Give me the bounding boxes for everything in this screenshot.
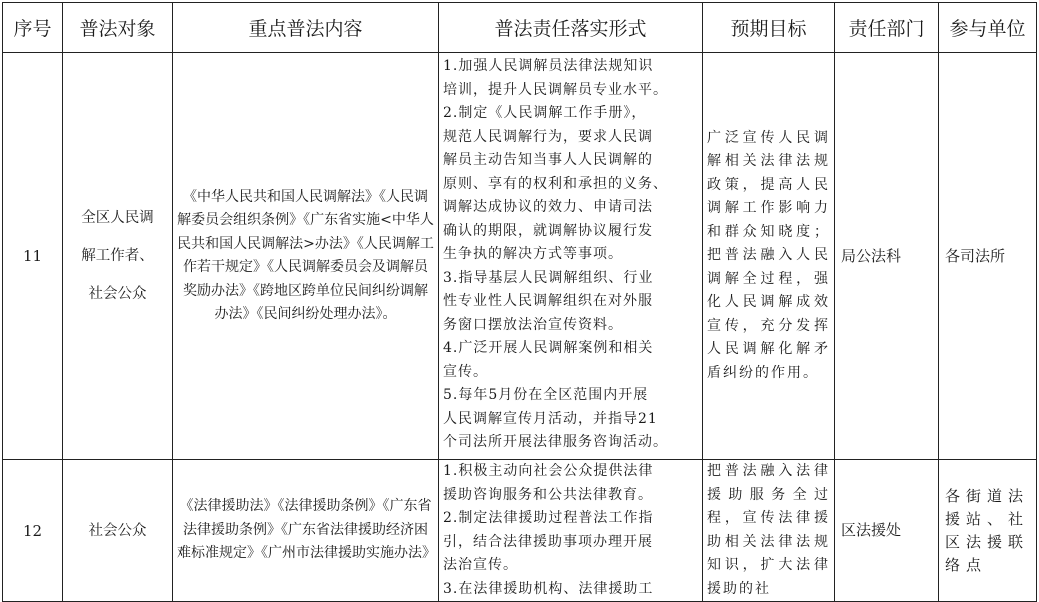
form-line: 4.广泛开展人民调解案例和相关 [443, 340, 654, 356]
responsible-dept: 局公法科 [835, 53, 939, 460]
target-line: 社会公众 [88, 522, 147, 539]
responsible-dept: 区法援处 [835, 460, 939, 602]
form-line: 3.指导基层人民调解组织、行业 [443, 269, 654, 286]
header-content: 重点普法内容 [173, 3, 439, 53]
table-row [3, 460, 1037, 602]
form-line: 引，结合法律援助事项办理开展 [443, 533, 653, 550]
form-line: 务窗口摆放法治宣传资料。 [443, 316, 623, 333]
participating-unit: 各司法所 [939, 53, 1037, 460]
form-line: 调解达成协议的效力、申请司法 [443, 199, 653, 215]
target-audience [63, 53, 173, 460]
form-line: 2.制定法律援助过程普法工作指 [443, 510, 654, 526]
form-line: 宣传。 [443, 363, 488, 380]
expected-goal: 把普法融入法律援助服务全过程，宣传法律援助相关法律法规知识，扩大法律援助的社 [703, 460, 835, 602]
header-dept: 责任部门 [835, 3, 939, 53]
form-line: 解员主动告知当事人人民调解的 [443, 152, 653, 168]
form-line: 个司法所开展法律服务咨询活动。 [443, 434, 668, 450]
form-line: 3.在法律援助机构、法律援助工 [443, 580, 654, 597]
form-line: 人民调解宣传月活动，并指导21 [443, 410, 658, 427]
form-line: 培训，提升人民调解员专业水平。 [443, 81, 668, 98]
header-unit: 参与单位 [939, 3, 1037, 53]
form-line: 确认的期限，就调解协议履行发 [443, 222, 653, 239]
target-line: 全区人民调 [81, 210, 154, 226]
form-line: 性专业性人民调解组织在对外服 [443, 293, 653, 309]
target-line: 社会公众 [88, 286, 147, 302]
responsibility-form [439, 460, 703, 602]
form-line: 法治宣传。 [443, 557, 518, 573]
row-number: 11 [3, 53, 63, 460]
table-row [3, 53, 1037, 460]
header-no: 序号 [3, 3, 63, 53]
header-target: 普法对象 [63, 3, 173, 53]
form-line: 1.积极主动向社会公众提供法律 [443, 463, 654, 479]
header-row [3, 3, 1037, 53]
form-line: 原则、享有的权利和承担的义务、 [443, 175, 668, 192]
key-content: 《法律援助法》《法律援助条例》《广东省法律援助条例》《广东省法律援助经济困难标准规定》《广州市法律援助实施办法》 [173, 460, 439, 602]
header-goal: 预期目标 [703, 3, 835, 53]
expected-goal: 广泛宣传人民调解相关法律法规政策，提高人民调解工作影响力和群众知晓度；把普法融入人民调解全过程，强化人民调解成效宣传，充分发挥人民调解化解矛盾纠纷的作用。 [703, 53, 835, 460]
header-form: 普法责任落实形式 [439, 3, 703, 53]
form-line: 援助咨询服务和公共法律教育。 [443, 486, 653, 503]
responsibility-form [439, 53, 703, 460]
form-line: 1.加强人民调解员法律法规知识 [443, 58, 654, 74]
law-publicity-table [2, 2, 1037, 602]
form-line: 生争执的解决方式等事项。 [443, 246, 623, 262]
form-line: 规范人民调解行为，要求人民调 [443, 128, 653, 145]
row-number: 12 [3, 460, 63, 602]
target-line: 解工作者、 [81, 248, 154, 264]
key-content: 《中华人民共和国人民调解法》《人民调解委员会组织条例》《广东省实施<中华人民共和国人民调解法>办法》《人民调解工作若干规定》《人民调解委员会及调解员奖励办法》《跨地区跨单位民间纠纷调解办法》《民间纠纷处理办法》。 [173, 53, 439, 460]
participating-unit: 各街道法援站、社区法援联络点 [939, 460, 1037, 602]
target-audience [63, 460, 173, 602]
form-line: 5.每年5月份在全区范围内开展 [443, 387, 649, 403]
form-line: 2.制定《人民调解工作手册》， [443, 105, 647, 121]
